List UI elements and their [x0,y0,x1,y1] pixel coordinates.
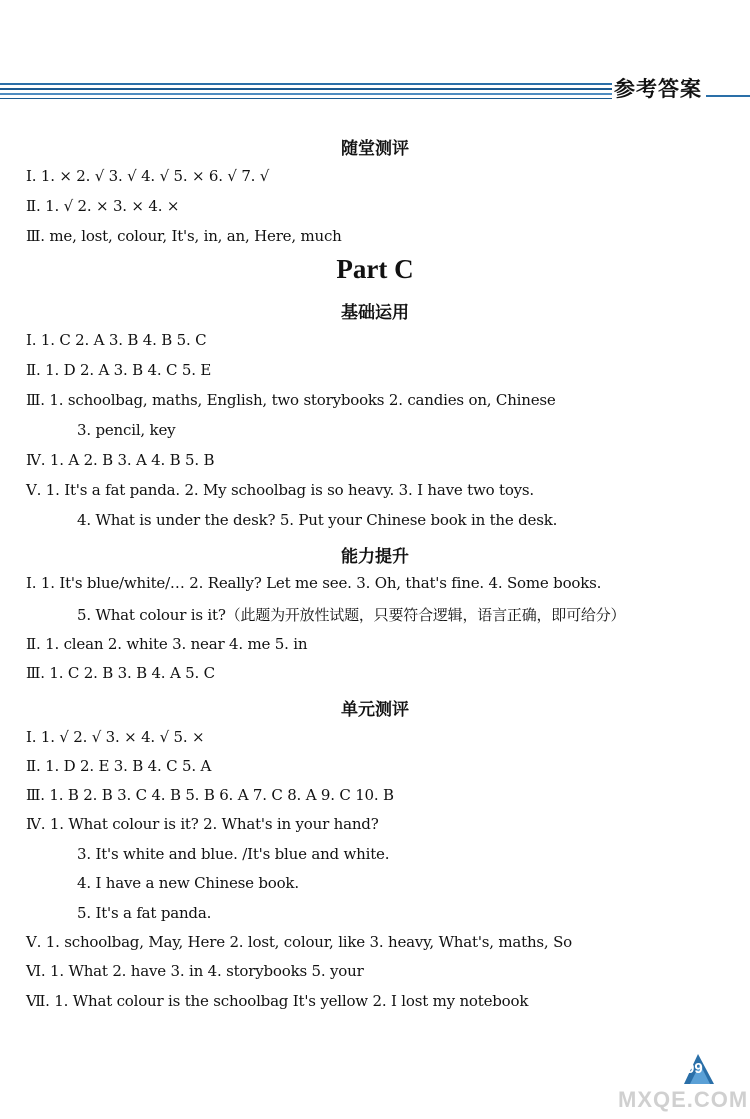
answer-line: Ⅲ. 1. B 2. B 3. C 4. B 5. B 6. A 7. C 8. A 9. C 10. B [26,786,394,804]
answer-line: 5. What colour is it?（此题为开放性试题，只要符合逻辑，语言正确，即可给分） [77,606,626,624]
page-number: 99 [686,1060,703,1077]
header-rule [0,83,612,102]
answer-line: 5. It's a fat panda. [77,904,212,922]
section-title-danyuan: 单元测评 [341,700,409,720]
page-number-badge [680,1050,716,1086]
answer-line: 3. pencil, key [77,421,176,439]
section-title-suitang: 随堂测评 [341,139,409,159]
answer-line: Ⅱ. 1. clean 2. white 3. near 4. me 5. in [26,635,308,653]
answer-line: Ⅰ. 1. C 2. A 3. B 4. B 5. C [26,331,207,349]
answer-line: Ⅶ. 1. What colour is the schoolbag It's yellow 2. I lost my notebook [26,992,529,1010]
answer-line: Ⅱ. 1. D 2. A 3. B 4. C 5. E [26,361,212,379]
section-title-jichu: 基础运用 [341,303,409,323]
answer-line: Ⅲ. 1. C 2. B 3. B 4. A 5. C [26,664,215,682]
answer-line: 4. I have a new Chinese book. [77,874,299,892]
answer-line: Ⅰ. 1. × 2. √ 3. √ 4. √ 5. × 6. √ 7. √ [26,167,270,185]
answer-line: Ⅰ. 1. It's blue/white/… 2. Really? Let me see. 3. Oh, that's fine. 4. Some books. [26,574,602,592]
answer-line: Ⅵ. 1. What 2. have 3. in 4. storybooks 5. your [26,962,364,980]
answer-line: Ⅳ. 1. What colour is it? 2. What's in your hand? [26,815,379,833]
answer-line: Ⅴ. 1. schoolbag, May, Here 2. lost, colour, like 3. heavy, What's, maths, So [26,933,572,951]
watermark: MXQE.COM [618,1087,749,1112]
answer-line: Ⅲ. me, lost, colour, It's, in, an, Here, much [26,227,342,245]
section-title-nengli: 能力提升 [341,547,409,567]
answer-line: Ⅰ. 1. √ 2. √ 3. × 4. √ 5. × [26,728,205,746]
answer-line: Ⅴ. 1. It's a fat panda. 2. My schoolbag is so heavy. 3. I have two toys. [26,481,534,499]
answer-line: Ⅱ. 1. √ 2. × 3. × 4. × [26,197,180,215]
part-heading: Part C [336,254,414,284]
header-rule-right [706,95,750,97]
header-title: 参考答案 [614,77,702,101]
answer-line: 3. It's white and blue. /It's blue and white. [77,845,390,863]
answer-line: 4. What is under the desk? 5. Put your Chinese book in the desk. [77,511,558,529]
answer-line: Ⅱ. 1. D 2. E 3. B 4. C 5. A [26,757,212,775]
answer-line: Ⅲ. 1. schoolbag, maths, English, two storybooks 2. candies on, Chinese [26,391,556,409]
answer-line: Ⅳ. 1. A 2. B 3. A 4. B 5. B [26,451,215,469]
